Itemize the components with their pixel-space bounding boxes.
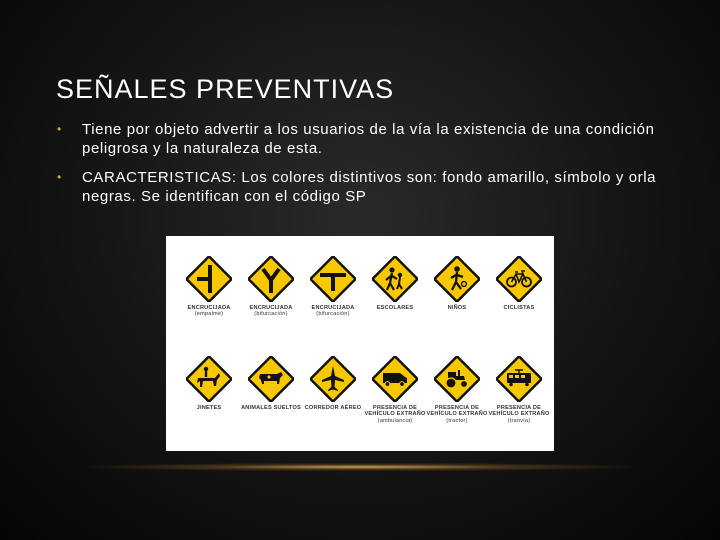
bullet-list xyxy=(56,120,676,216)
sign-ciclistas xyxy=(488,256,550,311)
sign-sub: (bifurcación) xyxy=(254,311,288,318)
t-junction-icon xyxy=(186,256,232,302)
bicycle-icon xyxy=(496,256,542,302)
sign-sub: (tractor) xyxy=(446,417,468,424)
tram-icon xyxy=(496,356,542,402)
y-fork-icon xyxy=(248,256,294,302)
sign-ninos xyxy=(426,256,488,311)
sign-jinetes xyxy=(178,356,240,411)
sign-sub: (ambulancia) xyxy=(377,417,413,424)
sign-label: PRESENCIA DE VEHÍCULO EXTRAÑO xyxy=(488,405,550,418)
sign-label: JINETES xyxy=(196,405,222,411)
sign-label: ENCRUCIJADA xyxy=(311,305,355,311)
bullet-item xyxy=(56,168,676,206)
signs-image-panel xyxy=(166,236,554,451)
child-icon xyxy=(434,256,480,302)
sign-label: CORREDOR AÉREO xyxy=(304,405,362,411)
sign-label: CICLISTAS xyxy=(503,305,535,311)
sign-label: ANIMALES SUELTOS xyxy=(241,405,301,411)
cow-icon xyxy=(248,356,294,402)
decorative-glow-line xyxy=(90,463,630,471)
t-top-junction-icon xyxy=(310,256,356,302)
bullet-item xyxy=(56,120,676,158)
sign-vehiculo-tranvia xyxy=(488,356,550,424)
sign-label: ENCRUCIJADA xyxy=(249,305,293,311)
sign-escolares xyxy=(364,256,426,311)
sign-encrucijada-empalme xyxy=(178,256,240,318)
sign-encrucijada-bifurcacion-y xyxy=(240,256,302,318)
sign-label: NIÑOS xyxy=(447,305,467,311)
bullet-text: Tiene por objeto advertir a los usuarios de la vía la existencia de una condición peligrosa y la naturaleza de esta. xyxy=(82,121,655,157)
sign-sub: (bifurcación) xyxy=(316,311,350,318)
sign-vehiculo-tractor xyxy=(426,356,488,424)
sign-label: ENCRUCIJADA xyxy=(187,305,231,311)
tractor-icon xyxy=(434,356,480,402)
bullet-text: CARACTERISTICAS: Los colores distintivos son: fondo amarillo, símbolo y orla negras. Se identifican con el código SP xyxy=(82,169,657,205)
sign-corredor-aereo xyxy=(302,356,364,411)
sign-label: PRESENCIA DE VEHÍCULO EXTRAÑO xyxy=(364,405,426,418)
sign-encrucijada-bifurcacion-t xyxy=(302,256,364,318)
ambulance-icon xyxy=(372,356,418,402)
sign-label: ESCOLARES xyxy=(376,305,414,311)
sign-label: PRESENCIA DE VEHÍCULO EXTRAÑO xyxy=(426,405,488,418)
sign-sub: (empalme) xyxy=(194,311,224,318)
horse-rider-icon xyxy=(186,356,232,402)
bullet-icon: • xyxy=(57,122,62,136)
sign-vehiculo-ambulancia xyxy=(364,356,426,424)
slide-title: SEÑALES PREVENTIVAS xyxy=(56,74,395,104)
school-children-icon xyxy=(372,256,418,302)
sign-animales-sueltos xyxy=(240,356,302,411)
airplane-icon xyxy=(310,356,356,402)
bullet-icon: • xyxy=(57,170,62,184)
sign-sub: (tranvía) xyxy=(507,417,531,424)
